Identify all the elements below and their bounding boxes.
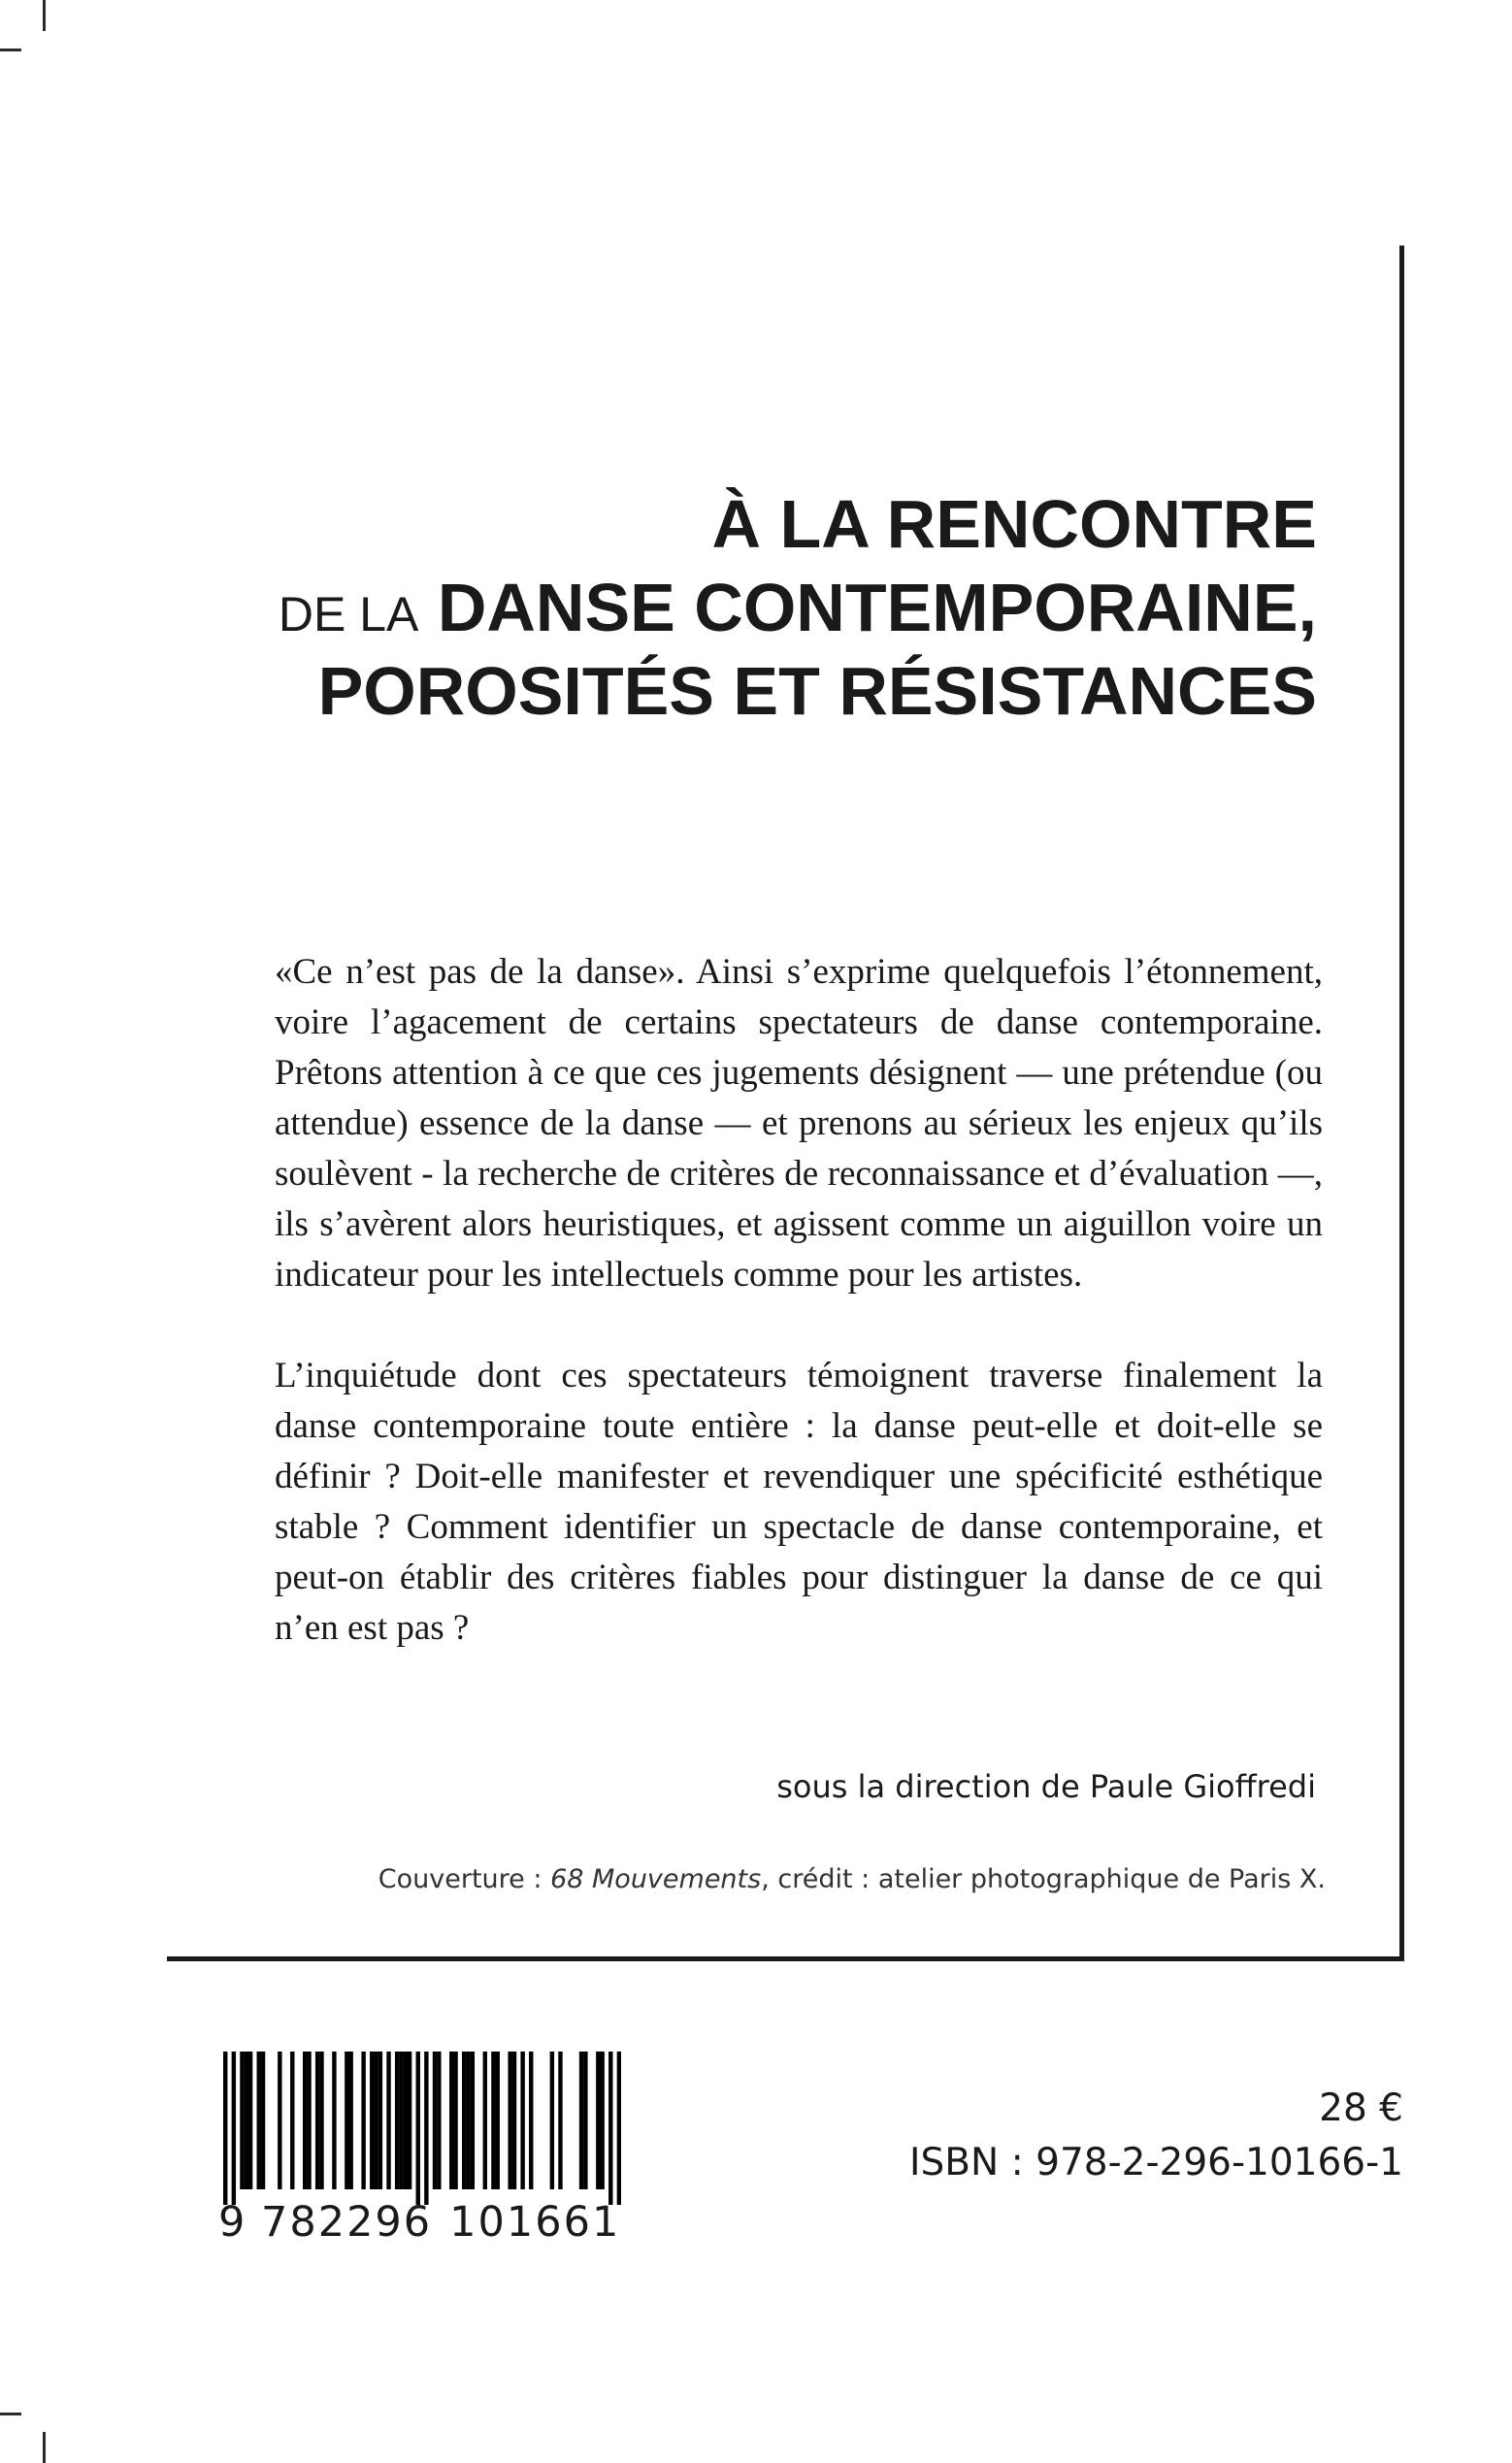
barcode-bar [345, 2052, 348, 2189]
barcode-bar [483, 2052, 487, 2189]
barcode-bar [617, 2052, 621, 2205]
barcode-group-2: 101661 [449, 2198, 621, 2247]
barcode-bar [416, 2052, 420, 2205]
crop-mark-bottom-left-horizontal [0, 2413, 21, 2415]
barcode-bar [395, 2052, 399, 2189]
barcode-bar [437, 2052, 441, 2189]
barcode-bar [550, 2052, 554, 2189]
barcode-bar [600, 2052, 604, 2189]
barcode-bar [223, 2052, 227, 2205]
barcode-bar [404, 2052, 408, 2189]
cover-credit-work: 68 Mouvements [550, 1864, 762, 1894]
barcode-digits [218, 2198, 626, 2247]
frame-right-rule [1399, 246, 1404, 1961]
book-title [152, 483, 1317, 734]
barcode-bar [462, 2052, 466, 2189]
blurb-paragraph-2: L’inquiétude dont ces spectateurs témoignent traverse finalement la danse contemporaine toute entière : la danse peut-elle et doit-elle se définir ? Doit-elle manifester et revendiquer une spécificité esthétique stable ? Comment identifier un spectacle de danse contemporaine, et peut-on établir des critères fiables pour distinguer la danse de ce qui n’en est pas ? [275, 1356, 1323, 1648]
barcode-bar [348, 2052, 352, 2189]
barcode-bar [408, 2052, 411, 2189]
barcode-bar [453, 2052, 457, 2189]
barcode-first-digit: 9 [218, 2198, 247, 2247]
barcode-bar [608, 2052, 612, 2205]
barcode-bar [261, 2052, 265, 2189]
barcode-bar [303, 2052, 307, 2189]
barcode-bar [257, 2052, 261, 2189]
barcode-bar [240, 2052, 244, 2189]
director-credit: sous la direction de Paule Gioffredi [776, 1768, 1316, 1805]
barcode-bar [232, 2052, 236, 2205]
cover-credit-prefix: Couverture : [378, 1864, 551, 1894]
barcode-bar [290, 2052, 294, 2189]
cover-credit [378, 1864, 1326, 1894]
title-line-2 [152, 567, 1317, 650]
barcode-bar [278, 2052, 281, 2189]
barcode-bar [508, 2052, 511, 2189]
barcode-bar [361, 2052, 365, 2189]
blurb [275, 947, 1323, 1704]
barcode-bar [529, 2052, 533, 2189]
crop-mark-top-left-vertical [43, 0, 46, 31]
title-line-1: À LA RENCONTRE [711, 486, 1317, 562]
barcode-bar [319, 2052, 323, 2189]
crop-mark-top-left-horizontal [0, 49, 21, 51]
barcode-bar [449, 2052, 453, 2189]
barcode-bar [596, 2052, 600, 2189]
barcode-bar [558, 2052, 562, 2189]
barcode-bar [307, 2052, 311, 2189]
barcode-bar [471, 2052, 475, 2189]
title-line-2-main: DANSE CONTEMPORAINE, [437, 570, 1317, 645]
cover-credit-suffix: , crédit : atelier photographique de Paris X. [761, 1864, 1326, 1894]
barcode-bar [378, 2052, 382, 2189]
barcode-bar [579, 2052, 583, 2189]
barcode-bar [512, 2052, 516, 2189]
barcode-bar [386, 2052, 390, 2189]
barcode-group-1: 782296 [261, 2198, 433, 2247]
barcode-bar [315, 2052, 319, 2189]
frame-bottom-rule [167, 1956, 1404, 1961]
barcode-bar [496, 2052, 500, 2189]
barcode-bar [424, 2052, 428, 2205]
isbn: ISBN : 978-2-296-10166-1 [909, 2141, 1403, 2184]
barcode-bar [370, 2052, 374, 2189]
barcode-bar [491, 2052, 495, 2189]
barcode-bar [248, 2052, 252, 2189]
barcode-bar [583, 2052, 587, 2189]
barcode-bar [245, 2052, 248, 2189]
price: 28 € [1319, 2086, 1403, 2130]
title-line-3: POROSITÉS ET RÉSISTANCES [317, 653, 1317, 729]
title-line-2-prefix: DE LA [278, 587, 419, 641]
barcode-bar [520, 2052, 524, 2189]
barcode-bar [466, 2052, 470, 2189]
barcode-bar [433, 2052, 437, 2189]
barcode-bar [332, 2052, 336, 2189]
barcode [223, 2052, 621, 2205]
crop-mark-bottom-left-vertical [43, 2432, 46, 2463]
barcode-bar [399, 2052, 403, 2189]
barcode-bar [374, 2052, 378, 2189]
blurb-paragraph-1: «Ce n’est pas de la danse». Ainsi s’exprime quelquefois l’étonnement, voire l’agacement de certains spectateurs de danse contemporaine. Prêtons attention à ce que ces jugements désignent — une prétendue (ou attendue) essence de la danse — et prenons au sérieux les enjeux qu’ils soulèvent - la recherche de critères de reconnaissance et d’évaluation —, ils s’avèrent alors heuristiques, et agissent comme un aiguillon voire un indicateur pour les intellectuels comme pour les artistes. [275, 952, 1323, 1295]
